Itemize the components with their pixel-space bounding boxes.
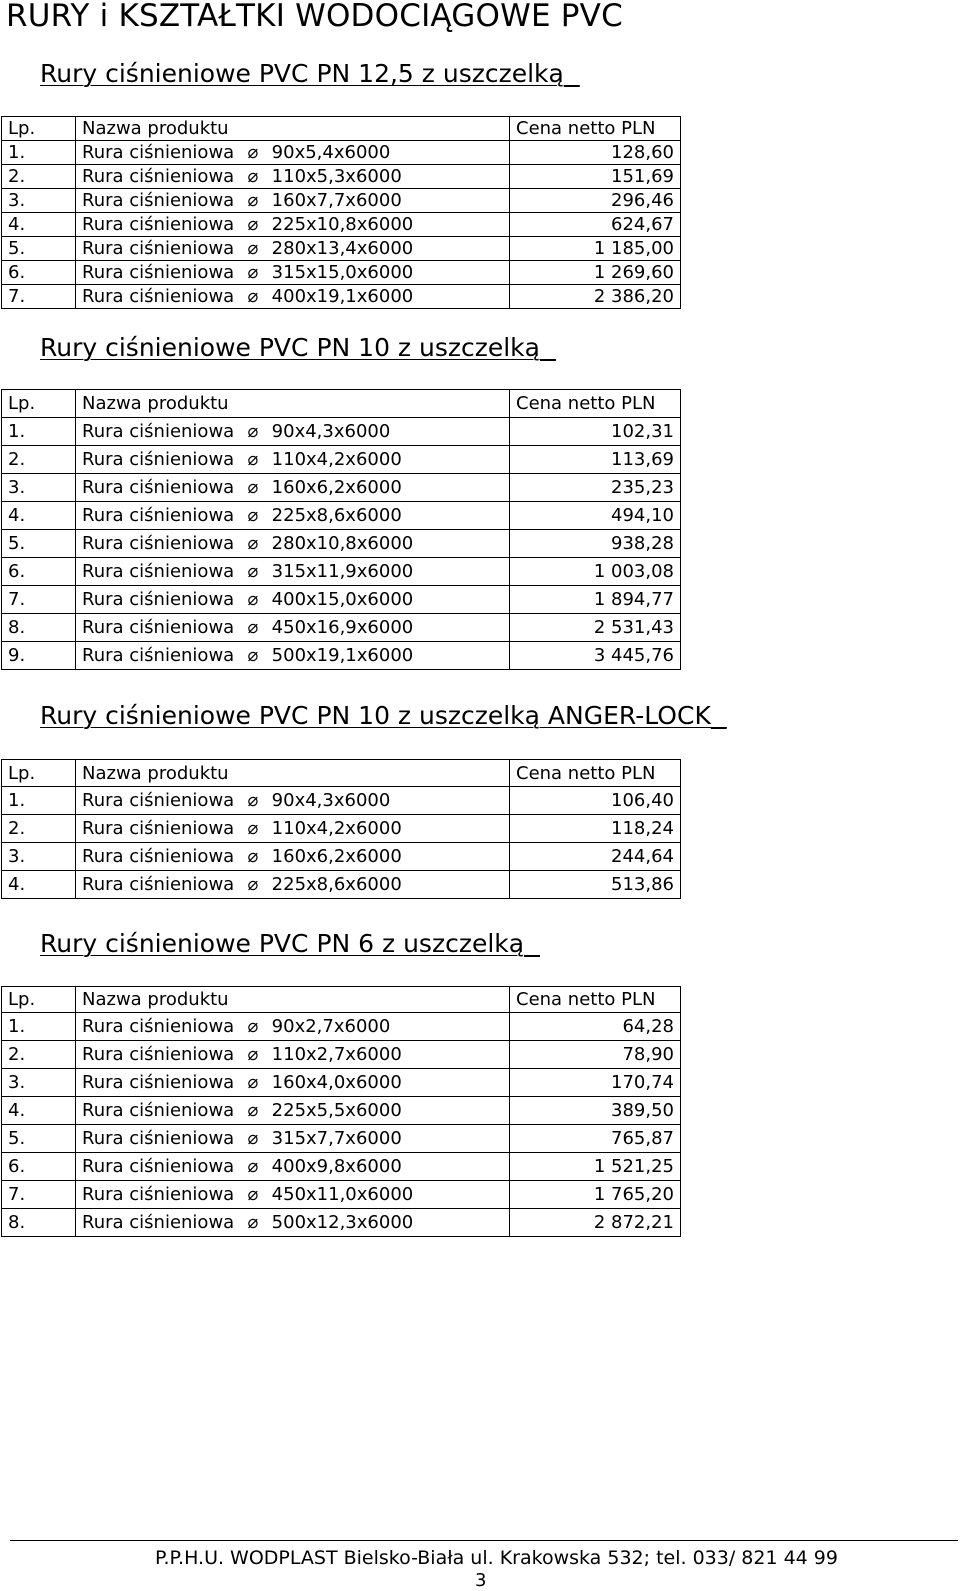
product-name: Rura ciśnieniowa [82,214,235,235]
product-size: 400x19,1x6000 [271,286,414,307]
diameter-symbol: ⌀ [247,645,259,666]
product-size: 225x8,6x6000 [271,874,402,895]
product-price: 78,90 [510,1041,681,1069]
product-name-cell [76,418,510,446]
diameter-symbol: ⌀ [247,1128,259,1149]
diameter-symbol: ⌀ [247,286,259,307]
column-header-name: Nazwa produktu [76,987,510,1013]
product-size: 160x6,2x6000 [271,846,402,867]
table-row [2,558,681,586]
row-number: 6. [2,558,76,586]
diameter-symbol: ⌀ [247,561,259,582]
product-name-cell [76,1069,510,1097]
row-number: 1. [2,141,76,165]
product-name-cell [76,189,510,213]
row-number: 3. [2,843,76,871]
table-row [2,213,681,237]
product-name: Rura ciśnieniowa [82,1044,235,1065]
row-number: 3. [2,189,76,213]
diameter-symbol: ⌀ [247,449,259,470]
row-number: 4. [2,502,76,530]
product-size: 400x15,0x6000 [271,589,414,610]
table-row [2,614,681,642]
product-name-cell [76,213,510,237]
product-name: Rura ciśnieniowa [82,846,235,867]
price-table [1,389,681,670]
row-number: 4. [2,213,76,237]
product-size: 315x11,9x6000 [271,561,414,582]
column-header-name: Nazwa produktu [76,117,510,141]
diameter-symbol: ⌀ [247,214,259,235]
product-price: 2 386,20 [510,285,681,309]
product-name-cell [76,1041,510,1069]
product-name: Rura ciśnieniowa [82,818,235,839]
diameter-symbol: ⌀ [247,1100,259,1121]
product-size: 90x4,3x6000 [271,421,391,442]
page-title: RURY i KSZTAŁTKI WODOCIĄGOWE PVC [6,0,623,34]
diameter-symbol: ⌀ [247,874,259,895]
product-size: 110x4,2x6000 [271,818,402,839]
section-title: Rury ciśnieniowe PVC PN 12,5 z uszczelką [40,59,564,88]
row-number: 6. [2,1153,76,1181]
column-header-lp: Lp. [2,760,76,787]
product-price: 1 003,08 [510,558,681,586]
column-header-price: Cena netto PLN [510,760,681,787]
table-header-row [2,117,681,141]
product-name-cell [76,285,510,309]
product-size: 400x9,8x6000 [271,1156,402,1177]
product-name: Rura ciśnieniowa [82,477,235,498]
product-price: 128,60 [510,141,681,165]
page-number: 3 [475,1570,487,1591]
product-price: 1 521,25 [510,1153,681,1181]
product-size: 110x2,7x6000 [271,1044,402,1065]
product-price: 235,23 [510,474,681,502]
product-name-cell [76,141,510,165]
table-header-row [2,760,681,787]
diameter-symbol: ⌀ [247,262,259,283]
product-name: Rura ciśnieniowa [82,1156,235,1177]
product-price: 3 445,76 [510,642,681,670]
product-name-cell [76,843,510,871]
product-size: 450x11,0x6000 [271,1184,414,1205]
product-size: 315x7,7x6000 [271,1128,402,1149]
diameter-symbol: ⌀ [247,505,259,526]
product-price: 244,64 [510,843,681,871]
row-number: 9. [2,642,76,670]
diameter-symbol: ⌀ [247,846,259,867]
table-row [2,530,681,558]
row-number: 8. [2,1209,76,1237]
product-size: 315x15,0x6000 [271,262,414,283]
product-name-cell [76,1153,510,1181]
product-price: 170,74 [510,1069,681,1097]
price-table [1,759,681,899]
product-name: Rura ciśnieniowa [82,790,235,811]
table-row [2,474,681,502]
diameter-symbol: ⌀ [247,1016,259,1037]
product-name-cell [76,1097,510,1125]
table-row [2,418,681,446]
product-name-cell [76,446,510,474]
product-name: Rura ciśnieniowa [82,645,235,666]
table-row [2,586,681,614]
diameter-symbol: ⌀ [247,1156,259,1177]
product-price: 494,10 [510,502,681,530]
product-name: Rura ciśnieniowa [82,617,235,638]
product-price: 938,28 [510,530,681,558]
product-price: 64,28 [510,1013,681,1041]
table-row [2,285,681,309]
row-number: 5. [2,530,76,558]
product-name: Rura ciśnieniowa [82,1184,235,1205]
product-size: 225x10,8x6000 [271,214,414,235]
table-row [2,1041,681,1069]
product-name: Rura ciśnieniowa [82,589,235,610]
product-name-cell [76,237,510,261]
table-row [2,871,681,899]
column-header-price: Cena netto PLN [510,987,681,1013]
product-size: 225x5,5x6000 [271,1100,402,1121]
product-price: 1 894,77 [510,586,681,614]
column-header-price: Cena netto PLN [510,117,681,141]
product-price: 1 185,00 [510,237,681,261]
price-table [1,986,681,1237]
diameter-symbol: ⌀ [247,533,259,554]
table-row [2,1209,681,1237]
product-name-cell [76,502,510,530]
row-number: 5. [2,237,76,261]
product-name-cell [76,787,510,815]
diameter-symbol: ⌀ [247,1072,259,1093]
product-price: 2 531,43 [510,614,681,642]
product-price: 113,69 [510,446,681,474]
product-name: Rura ciśnieniowa [82,262,235,283]
product-name: Rura ciśnieniowa [82,449,235,470]
row-number: 1. [2,1013,76,1041]
diameter-symbol: ⌀ [247,421,259,442]
table-row [2,843,681,871]
row-number: 2. [2,815,76,843]
product-size: 110x5,3x6000 [271,166,402,187]
row-number: 7. [2,586,76,614]
product-name-cell [76,1181,510,1209]
product-name-cell [76,558,510,586]
diameter-symbol: ⌀ [247,1044,259,1065]
product-name: Rura ciśnieniowa [82,1212,235,1233]
table-header-row [2,987,681,1013]
table-row [2,446,681,474]
row-number: 8. [2,614,76,642]
product-size: 500x19,1x6000 [271,645,414,666]
product-size: 160x4,0x6000 [271,1072,402,1093]
product-size: 90x2,7x6000 [271,1016,391,1037]
product-price: 296,46 [510,189,681,213]
table-row [2,189,681,213]
diameter-symbol: ⌀ [247,142,259,163]
section-title: Rury ciśnieniowe PVC PN 6 z uszczelką [40,929,525,958]
product-name-cell [76,642,510,670]
product-name: Rura ciśnieniowa [82,286,235,307]
product-name: Rura ciśnieniowa [82,142,235,163]
product-name-cell [76,474,510,502]
table-row [2,502,681,530]
row-number: 3. [2,1069,76,1097]
product-size: 450x16,9x6000 [271,617,414,638]
table-row [2,815,681,843]
table-row [2,237,681,261]
column-header-lp: Lp. [2,987,76,1013]
product-name-cell [76,614,510,642]
product-name: Rura ciśnieniowa [82,505,235,526]
product-price: 151,69 [510,165,681,189]
table-row [2,1097,681,1125]
price-table [1,116,681,309]
row-number: 3. [2,474,76,502]
product-name: Rura ciśnieniowa [82,190,235,211]
product-name-cell [76,871,510,899]
product-size: 280x13,4x6000 [271,238,414,259]
diameter-symbol: ⌀ [247,238,259,259]
product-price: 1 765,20 [510,1181,681,1209]
product-price: 2 872,21 [510,1209,681,1237]
row-number: 6. [2,261,76,285]
product-price: 513,86 [510,871,681,899]
table-row [2,165,681,189]
row-number: 7. [2,285,76,309]
diameter-symbol: ⌀ [247,477,259,498]
product-size: 90x5,4x6000 [271,142,391,163]
row-number: 1. [2,418,76,446]
column-header-name: Nazwa produktu [76,760,510,787]
product-name-cell [76,165,510,189]
product-size: 500x12,3x6000 [271,1212,414,1233]
product-size: 90x4,3x6000 [271,790,391,811]
table-row [2,1181,681,1209]
row-number: 4. [2,871,76,899]
product-price: 102,31 [510,418,681,446]
product-name: Rura ciśnieniowa [82,1128,235,1149]
column-header-price: Cena netto PLN [510,390,681,418]
row-number: 1. [2,787,76,815]
row-number: 5. [2,1125,76,1153]
product-name: Rura ciśnieniowa [82,166,235,187]
product-price: 106,40 [510,787,681,815]
table-row [2,141,681,165]
product-name-cell [76,1209,510,1237]
diameter-symbol: ⌀ [247,1184,259,1205]
table-row [2,787,681,815]
diameter-symbol: ⌀ [247,589,259,610]
product-name: Rura ciśnieniowa [82,1072,235,1093]
product-size: 110x4,2x6000 [271,449,402,470]
diameter-symbol: ⌀ [247,1212,259,1233]
product-price: 118,24 [510,815,681,843]
product-name: Rura ciśnieniowa [82,1100,235,1121]
table-header-row [2,390,681,418]
diameter-symbol: ⌀ [247,166,259,187]
product-price: 1 269,60 [510,261,681,285]
table-row [2,1069,681,1097]
section-title: Rury ciśnieniowe PVC PN 10 z uszczelką ANGER-LOCK [40,701,711,730]
product-size: 225x8,6x6000 [271,505,402,526]
row-number: 2. [2,1041,76,1069]
product-name-cell [76,261,510,285]
table-row [2,261,681,285]
product-name: Rura ciśnieniowa [82,561,235,582]
product-price: 389,50 [510,1097,681,1125]
product-name: Rura ciśnieniowa [82,533,235,554]
product-name: Rura ciśnieniowa [82,421,235,442]
column-header-name: Nazwa produktu [76,390,510,418]
product-name: Rura ciśnieniowa [82,238,235,259]
product-name-cell [76,815,510,843]
diameter-symbol: ⌀ [247,617,259,638]
product-size: 160x6,2x6000 [271,477,402,498]
footer-divider [10,1540,958,1541]
section-title: Rury ciśnieniowe PVC PN 10 z uszczelką [40,333,540,362]
product-name-cell [76,530,510,558]
product-price: 765,87 [510,1125,681,1153]
row-number: 2. [2,446,76,474]
diameter-symbol: ⌀ [247,818,259,839]
table-row [2,642,681,670]
product-name-cell [76,1125,510,1153]
row-number: 7. [2,1181,76,1209]
column-header-lp: Lp. [2,117,76,141]
product-name-cell [76,1013,510,1041]
table-row [2,1013,681,1041]
product-size: 280x10,8x6000 [271,533,414,554]
diameter-symbol: ⌀ [247,190,259,211]
table-row [2,1125,681,1153]
product-price: 624,67 [510,213,681,237]
row-number: 2. [2,165,76,189]
product-name-cell [76,586,510,614]
product-name: Rura ciśnieniowa [82,1016,235,1037]
row-number: 4. [2,1097,76,1125]
table-row [2,1153,681,1181]
column-header-lp: Lp. [2,390,76,418]
product-size: 160x7,7x6000 [271,190,402,211]
footer-company-info: P.P.H.U. WODPLAST Bielsko-Biała ul. Krakowska 532; tel. 033/ 821 44 99 [155,1547,838,1569]
product-name: Rura ciśnieniowa [82,874,235,895]
diameter-symbol: ⌀ [247,790,259,811]
